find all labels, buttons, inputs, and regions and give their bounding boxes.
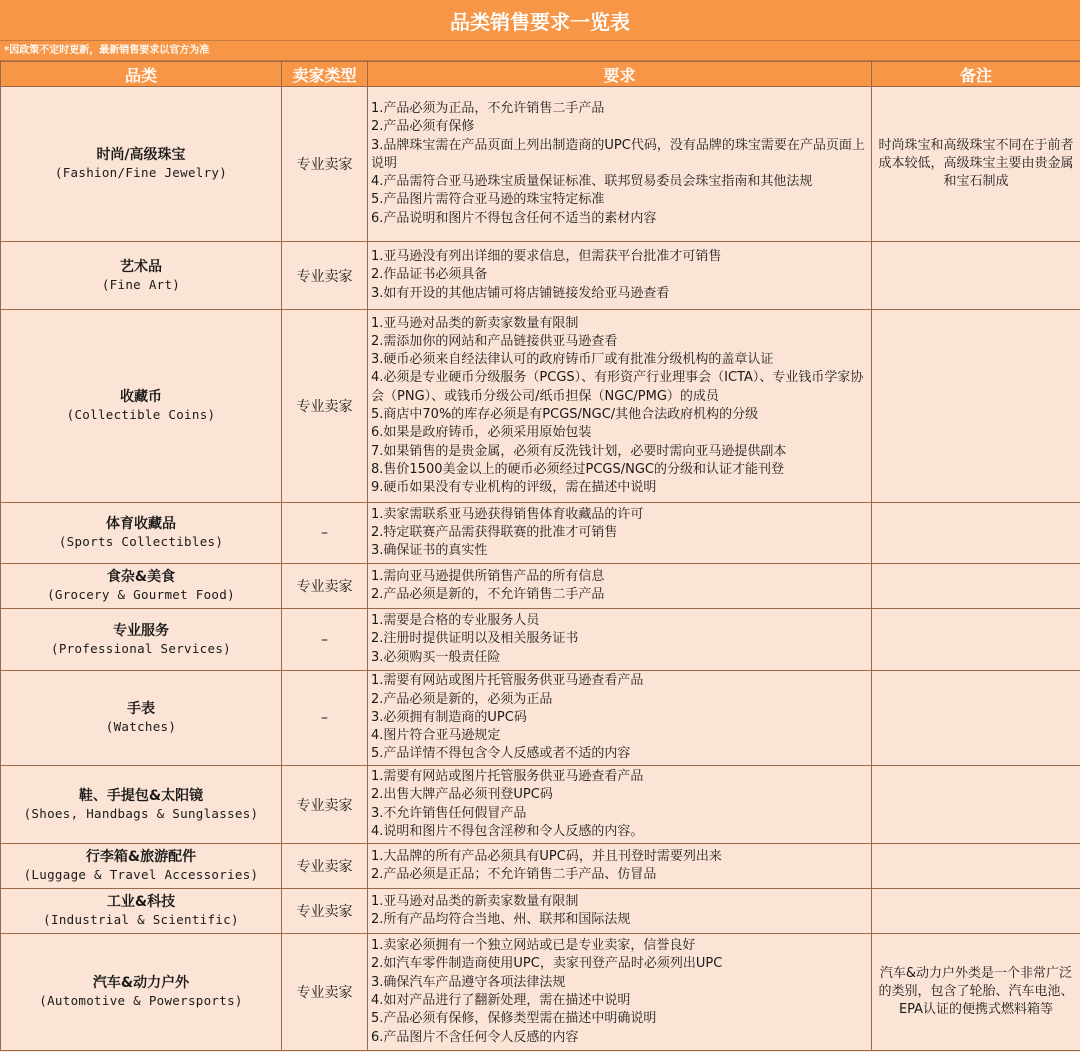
requirement-item: 3.确保证书的真实性 (371, 543, 488, 559)
requirements-cell (368, 242, 872, 310)
requirement-item: 1.产品必须为正品，不允许销售二手产品 (371, 100, 605, 116)
category-name-en: (Professional Services) (51, 640, 231, 656)
requirement-item: 5.产品详情不得包含令人反感或者不适的内容 (371, 746, 631, 762)
seller-type-cell: 专业卖家 (282, 242, 368, 310)
requirements-cell (368, 844, 872, 889)
requirement-item: 1.大品牌的所有产品必须具有UPC码，并且刊登时需要列出来 (371, 848, 722, 864)
requirements-cell (368, 564, 872, 609)
requirement-item: 3.必须拥有制造商的UPC码 (371, 709, 527, 725)
category-cell (1, 889, 282, 934)
table-row (1, 671, 1080, 766)
note-cell (872, 564, 1080, 609)
seller-type-cell: 专业卖家 (282, 889, 368, 934)
requirements-cell (368, 503, 872, 564)
category-cell (1, 671, 282, 766)
requirement-item: 9.硬币如果没有专业机构的评级，需在描述中说明 (371, 480, 657, 496)
category-name-en: (Grocery & Gourmet Food) (47, 587, 235, 602)
category-cell (1, 87, 282, 242)
note-cell (872, 242, 1080, 310)
category-requirements-table (0, 61, 1080, 1051)
requirements-cell (368, 609, 872, 671)
requirements-cell (368, 87, 872, 242)
category-cell (1, 766, 282, 844)
seller-type-cell: 专业卖家 (282, 87, 368, 242)
header-requirements: 要求 (368, 62, 872, 87)
requirement-item: 3.确保汽车产品遵守各项法律法规 (371, 974, 566, 990)
category-name-zh: 时尚/高级珠宝 (96, 147, 186, 163)
requirement-item: 4.如对产品进行了翻新处理，需在描述中说明 (371, 993, 631, 1008)
requirement-item: 2.产品必须是正品；不允许销售二手产品、仿冒品 (371, 867, 657, 882)
requirement-item: 1.需要是合格的专业服务人员 (371, 613, 540, 629)
requirement-item: 1.亚马逊对品类的新卖家数量有限制 (371, 893, 579, 909)
requirement-item: 1.需要有网站或图片托管服务供亚马逊查看产品 (371, 768, 644, 784)
category-cell (1, 934, 282, 1051)
seller-type-cell: – (282, 609, 368, 671)
header-row (1, 62, 1080, 87)
category-name-en: (Sports Collectibles) (58, 534, 224, 549)
category-name-zh: 手表 (127, 701, 155, 717)
category-name-en: (Industrial & Scientific) (43, 912, 239, 927)
category-cell (1, 242, 282, 310)
note-cell: 时尚珠宝和高级珠宝不同在于前者成本较低，高级珠宝主要由贵金属和宝石制成 (872, 87, 1080, 242)
category-cell (1, 310, 282, 503)
requirement-item: 6.如果是政府铸币，必须采用原始包装 (371, 425, 592, 441)
table-row (1, 609, 1080, 671)
requirements-cell (368, 889, 872, 934)
requirement-item: 1.卖家必须拥有一个独立网站或已是专业卖家，信誉良好 (371, 938, 696, 954)
requirements-cell (368, 671, 872, 766)
note-cell (872, 844, 1080, 889)
table-row (1, 242, 1080, 310)
table-title: 品类销售要求一览表 (0, 0, 1080, 41)
note-cell: 汽车&动力户外类是一个非常广泛的类别，包含了轮胎、汽车电池、EPA认证的便携式燃料箱等 (872, 934, 1080, 1051)
requirement-item: 2.出售大牌产品必须刊登UPC码 (371, 787, 553, 803)
category-name-zh: 艺术品 (120, 258, 162, 275)
requirement-item: 2.需添加你的网站和产品链接供亚马逊查看 (371, 333, 618, 349)
requirement-item: 2.特定联赛产品需获得联赛的批准才可销售 (371, 524, 618, 540)
requirement-item: 4.必须是专业硬币分级服务（PCGS）、有形资产行业理事会（ICTA）、专业钱币学家协会（PNG）、或钱币分级公司/纸币担保（NGC/PMG）的成员 (371, 370, 864, 404)
policy-notice: *因政策不定时更新，最新销售要求以官方为准 (0, 41, 1080, 61)
requirement-item: 2.产品必须是新的，必须为正品 (371, 691, 553, 707)
category-name-en: (Collectible Coins) (66, 407, 216, 422)
table-row (1, 310, 1080, 503)
category-name-zh: 食杂&美食 (106, 569, 176, 585)
header-category: 品类 (1, 62, 282, 87)
note-cell (872, 503, 1080, 564)
requirement-item: 1.需向亚马逊提供所销售产品的所有信息 (371, 568, 605, 584)
seller-type-cell: 专业卖家 (282, 310, 368, 503)
category-name-en: (Fashion/Fine Jewelry) (54, 165, 228, 180)
seller-type-cell: – (282, 503, 368, 564)
requirement-item: 7.如果销售的是贵金属，必须有反洗钱计划，必要时需向亚马逊提供副本 (371, 443, 787, 459)
category-name-zh: 专业服务 (113, 622, 169, 639)
requirements-cell (368, 766, 872, 844)
category-name-en: (Shoes, Handbags & Sunglasses) (23, 805, 259, 821)
note-cell (872, 609, 1080, 671)
requirement-item: 2.作品证书必须具备 (371, 267, 488, 283)
requirements-cell (368, 310, 872, 503)
requirement-item: 3.如有开设的其他店铺可将店铺链接发给亚马逊查看 (371, 285, 670, 301)
category-name-zh: 行李箱&旅游配件 (85, 849, 197, 865)
category-name-en: (Watches) (105, 719, 177, 734)
requirement-item: 1.卖家需联系亚马逊获得销售体育收藏品的许可 (371, 506, 644, 522)
seller-type-cell: 专业卖家 (282, 766, 368, 844)
category-cell (1, 503, 282, 564)
category-name-zh: 汽车&动力户外 (92, 975, 190, 991)
requirement-item: 1.亚马逊没有列出详细的要求信息，但需获平台批准才可销售 (371, 249, 722, 265)
category-name-en: (Fine Art) (101, 276, 181, 292)
category-name-en: (Luggage & Travel Accessories) (23, 867, 259, 882)
table-row (1, 503, 1080, 564)
category-cell (1, 844, 282, 889)
requirement-item: 2.如汽车零件制造商使用UPC，卖家刊登产品时必须列出UPC (371, 956, 723, 972)
requirement-item: 5.商店中70%的库存必须是有PCGS/NGC/其他合法政府机构的分级 (371, 407, 759, 422)
requirement-item: 3.品牌珠宝需在产品页面上列出制造商的UPC代码，没有品牌的珠宝需要在产品页面上说明 (371, 137, 865, 171)
category-cell (1, 609, 282, 671)
seller-type-cell: 专业卖家 (282, 564, 368, 609)
table-row (1, 934, 1080, 1051)
requirement-item: 3.硬币必须来自经法律认可的政府铸币厂或有批准分级机构的盖章认证 (371, 352, 774, 368)
requirement-item: 5.产品必须有保修，保修类型需在描述中明确说明 (371, 1011, 657, 1027)
requirement-item: 4.产品需符合亚马逊珠宝质量保证标准、联邦贸易委员会珠宝指南和其他法规 (371, 174, 813, 190)
header-seller-type: 卖家类型 (282, 62, 368, 87)
table-row (1, 889, 1080, 934)
category-name-en: (Automotive & Powersports) (39, 993, 243, 1008)
category-name-zh: 收藏币 (120, 389, 162, 405)
requirement-item: 1.亚马逊对品类的新卖家数量有限制 (371, 315, 579, 331)
requirements-cell (368, 934, 872, 1051)
requirement-item: 2.注册时提供证明以及相关服务证书 (371, 631, 579, 647)
seller-type-cell: – (282, 671, 368, 766)
requirement-item: 1.需要有网站或图片托管服务供亚马逊查看产品 (371, 673, 644, 689)
requirement-item: 2.所有产品均符合当地、州、联邦和国际法规 (371, 912, 631, 927)
note-cell (872, 671, 1080, 766)
requirement-item: 2.产品必须是新的，不允许销售二手产品 (371, 587, 605, 602)
requirement-item: 4.图片符合亚马逊规定 (371, 728, 501, 744)
requirement-item: 6.产品说明和图片不得包含任何不适当的素材内容 (371, 210, 657, 226)
requirement-item: 3.不允许销售任何假冒产品 (371, 805, 527, 821)
seller-type-cell: 专业卖家 (282, 934, 368, 1051)
note-cell (872, 310, 1080, 503)
note-cell (872, 766, 1080, 844)
requirement-item: 2.产品必须有保修 (371, 119, 475, 135)
category-cell (1, 564, 282, 609)
requirement-item: 3.必须购买一般责任险 (371, 649, 501, 665)
requirement-item: 6.产品图片不含任何令人反感的内容 (371, 1029, 579, 1045)
note-cell (872, 889, 1080, 934)
table-row (1, 766, 1080, 844)
requirement-item: 4.说明和图片不得包含淫秽和令人反感的内容。 (371, 823, 644, 839)
table-row (1, 564, 1080, 609)
category-name-zh: 体育收藏品 (106, 516, 176, 532)
table-row (1, 844, 1080, 889)
table-row (1, 87, 1080, 242)
requirement-item: 5.产品图片需符合亚马逊的珠宝特定标准 (371, 192, 605, 208)
seller-type-cell: 专业卖家 (282, 844, 368, 889)
category-name-zh: 鞋、手提包&太阳镜 (78, 787, 204, 804)
requirement-item: 8.售价1500美金以上的硬币必须经过PCGS/NGC的分级和认证才能刊登 (371, 461, 784, 477)
category-name-zh: 工业&科技 (106, 894, 176, 910)
header-notes: 备注 (872, 62, 1080, 87)
